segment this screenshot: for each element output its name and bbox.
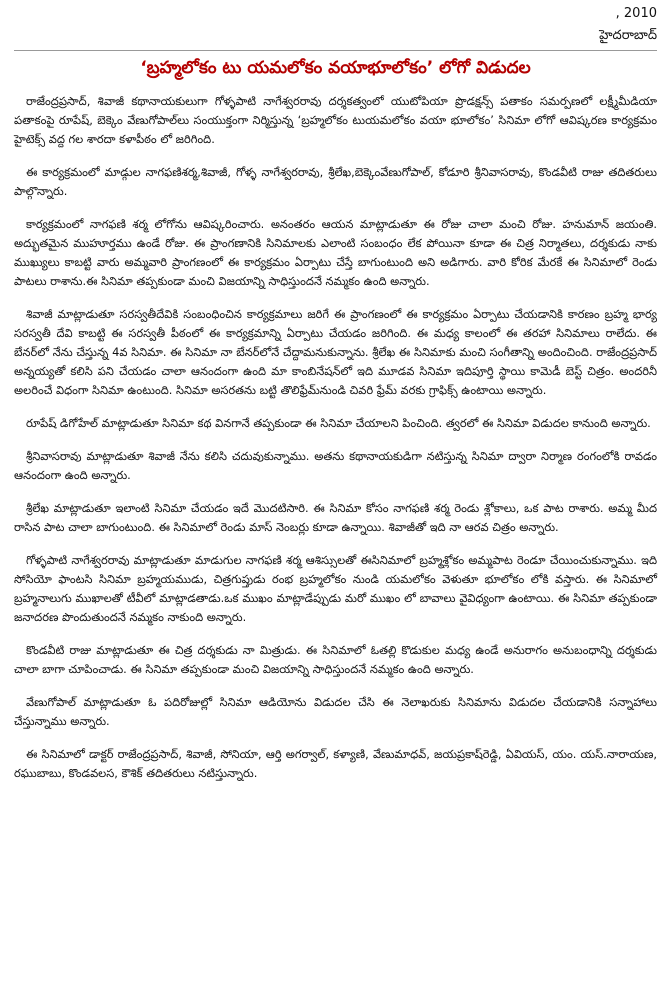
header-divider — [14, 50, 657, 51]
dateline-place: హైదరాబాద్ — [599, 28, 657, 43]
paragraph-4: శివాజీ మాట్లాడుతూ సరస్వతీదేవికి సంబంధించిన కార్యక్రమాలు జరిగే ఈ ప్రాంగణంలో ఈ కార్యక్రమం ఏర్పాటు చేయడానికి కారణం బ్రహ్మ భార్య సరస్వతీ దేవి కాబట్టి ఈ సరస్వతీ పీఠంలో ఈ కార్యక్రమాన్ని ఏర్పాటు చేయడం జరిగింది. ఈ మధ్య కాలంలో ఈ తరహా సినిమాలు రాలేదు. ఈ బేనర్‌లో నేను చేస్తున్న 4వ సినిమా. ఈ సినిమా నా బేనర్‌లోనే చేద్దామనుకున్నాను. శ్రీలేఖ ఈ సినిమాకు మంచి సంగీతాన్ని అందించింది. రాజేంద్రప్రసాద్ అన్నయ్యతో కలిసి పని చేయడం చాలా ఆనందంగా ఉంది మా కాంబినేషన్‌లో ఇది మూడవ సినిమా ఇదిపూర్తి స్థాయి కామెడీ బెస్ట్ చిత్రం. అందరినీ అలరించే విధంగా సినిమా ఉంటుంది. సినిమా అసరతను బట్టి తొలిఫ్రేమ్‌నుండి చివరి ఫ్రేమ్ వరకు గ్రాఫిక్స్ ఉంటాయి అన్నారు. — [14, 307, 657, 397]
paragraph-5: రూపేష్ డిగోహేల్ మాట్లాడుతూ సినిమా కథ వినగానే తప్పకుండా ఈ సినిమా చేయాలని పించింది. త్వరలో ఈ సినిమా విడుదల కానుంది అన్నారు. — [26, 416, 651, 430]
paragraph-9: కొండవీటి రాజు మాట్లాడుతూ ఈ చిత్ర దర్శకుడు నా మిత్రుడు. ఈ సినిమాలో ఓతల్లి కొడుకుల మధ్య ఉండే అనురాగం అనుబంధాన్ని దర్శకుడు చాలా బాగా చూపించాడు. ఈ సినిమా తప్పకుండా మంచి విజయాన్ని సాధిస్తుందనే నమ్మకం ఉంది అన్నారు. — [14, 643, 657, 676]
date-line: , 2010 — [615, 6, 657, 21]
paragraph-7: శ్రీలేఖ మాట్లాడుతూ ఇలాంటి సినిమా చేయడం ఇదే మొదటిసారి. ఈ సినిమా కోసం నాగఫణి శర్మ రెండు శ్లోకాలు, ఒక పాట రాశారు. అమ్మ మీద రాసిన పాట చాలా బాగుంటుంది. ఈ సినిమాలో రెండు మాస్ నెంబర్లు కూడా ఉన్నాయి. శివాజీతో ఇది నా ఆరవ చిత్రం అన్నారు. — [14, 501, 657, 534]
article-title: ‘బ్రహ్మలోకం టు యమలోకం వయాభూలోకం’ లోగో విడుదల — [140, 58, 531, 78]
paragraph-11: ఈ సినిమాలో డాక్టర్ రాజేంద్రప్రసాద్, శివాజీ, సోనియా, ఆర్తి అగర్వాల్, కళ్యాణి, వేణుమాధవ్, జయప్రకాష్‌రెడ్డి, ఏవియస్, యం. యస్.నారాయణ, రఘుబాబు, కొండవలస, కౌశిక్ తదితరులు నటిస్తున్నారు. — [14, 747, 657, 780]
paragraph-2: ఈ కార్యక్రమంలో మాడ్గుల నాగఫణిశర్మ,శివాజీ, గోళ్ళ నాగేశ్వరరావు, శ్రీలేఖ,బెక్కెంవేణుగోపాల్, కోడూరి శ్రీనివాసరావు, కొండవీటి రాజు తదితరులు పాల్గొన్నారు. — [14, 165, 657, 198]
article-body — [14, 92, 657, 797]
paragraph-8: గోళ్ళపాటి నాగేశ్వరరావు మాట్లాడుతూ మాడుగుల నాగఫణి శర్మ ఆశిస్సులతో ఈసినిమాలో బ్రహ్మశ్లోకం అమ్మపాట రెండూ చేయించుకున్నాము. ఇది సోసియో ఫాంటసి సినిమా బ్రహ్మయముడు, చిత్రగుప్తుడు రంభ బ్రహ్మలోకం నుండి యమలోకం వెళుతూ భూలోకం లోకి వస్తారు. ఈ సినిమాలో బ్రహ్మనాలుగు ముఖాలతో టీవీలో మాట్లాడతాడు.ఒక ముఖం మాట్లాడేప్పుడు మరో ముఖం లో బావాలు వైవిధ్యంగా ఉంటాయి. ఈ సినిమా తప్పకుండా జనాదరణ పొందుతుందనే నమ్మకం నాకుంది అన్నారు. — [14, 553, 657, 624]
paragraph-6: శ్రీనివాసరావు మాట్లాడుతూ శివాజీ నేను కలిసి చదువుకున్నాము. అతను కథానాయకుడిగా నటిస్తున్న సినిమా ద్వారా నిర్మాణ రంగంలోకి రావడం ఆనందంగా ఉంది అన్నారు. — [14, 449, 657, 482]
paragraph-3: కార్యక్రమంలో నాగఫణి శర్మ లోగోను ఆవిష్కరించారు. అనంతరం ఆయన మాట్లాడుతూ ఈ రోజు చాలా మంచి రోజు. హనుమాన్ జయంతి. అద్భుతమైన ముహూర్తము ఉండే రోజు. ఈ ప్రాంగణానికి సినిమాలకు ఎలాంటి సంబంధం లేక పోయినా కూడా ఈ చిత్ర నిర్మాతలు, దర్శకుడు నాకు ముఖ్యులు కాబట్టి వారు అమ్మవారి ప్రాంగణంలో ఈ కార్యక్రమం ఏర్పాటు చేస్తే బాగుంటుంది అని అడిగారు. వారి కోరిక మేరకే ఈ సినిమాలో రెండు పాటలు రాశాను.ఈ సినిమా తప్పకుండా మంచి విజయాన్ని సాధిస్తుందనే నమ్మకం ఉంది అన్నారు. — [14, 217, 657, 288]
paragraph-1: రాజేంద్రప్రసాద్, శివాజీ కథానాయకులుగా గోళ్ళపాటి నాగేశ్వరరావు దర్శకత్వంలో యుటోపియా ప్రొడక్షన్స్ పతాకం సమర్పణలో లక్ష్మీమీడియా పతాకంపై రూపేష్, బెక్కెం వేణుగోపాల్‌లు సంయుక్తంగా నిర్మిస్తున్న ‘బ్రహ్మలోకం టుయమలోకం వయా భూలోకం’ సినిమా లోగో ఆవిష్కరణ కార్యక్రమం హైటెక్స్ వద్ద గల శారదా కళాపీఠం లో జరిగింది. — [14, 94, 657, 146]
paragraph-10: వేణుగోపాల్ మాట్లాడుతూ ఓ పదిరోజుల్లో సినిమా ఆడియోను విడుదల చేసి ఈ నెలాఖరుకు సినిమాను విడుదల చేయడానికి సన్నాహాలు చేస్తున్నాము అన్నారు. — [14, 695, 657, 728]
